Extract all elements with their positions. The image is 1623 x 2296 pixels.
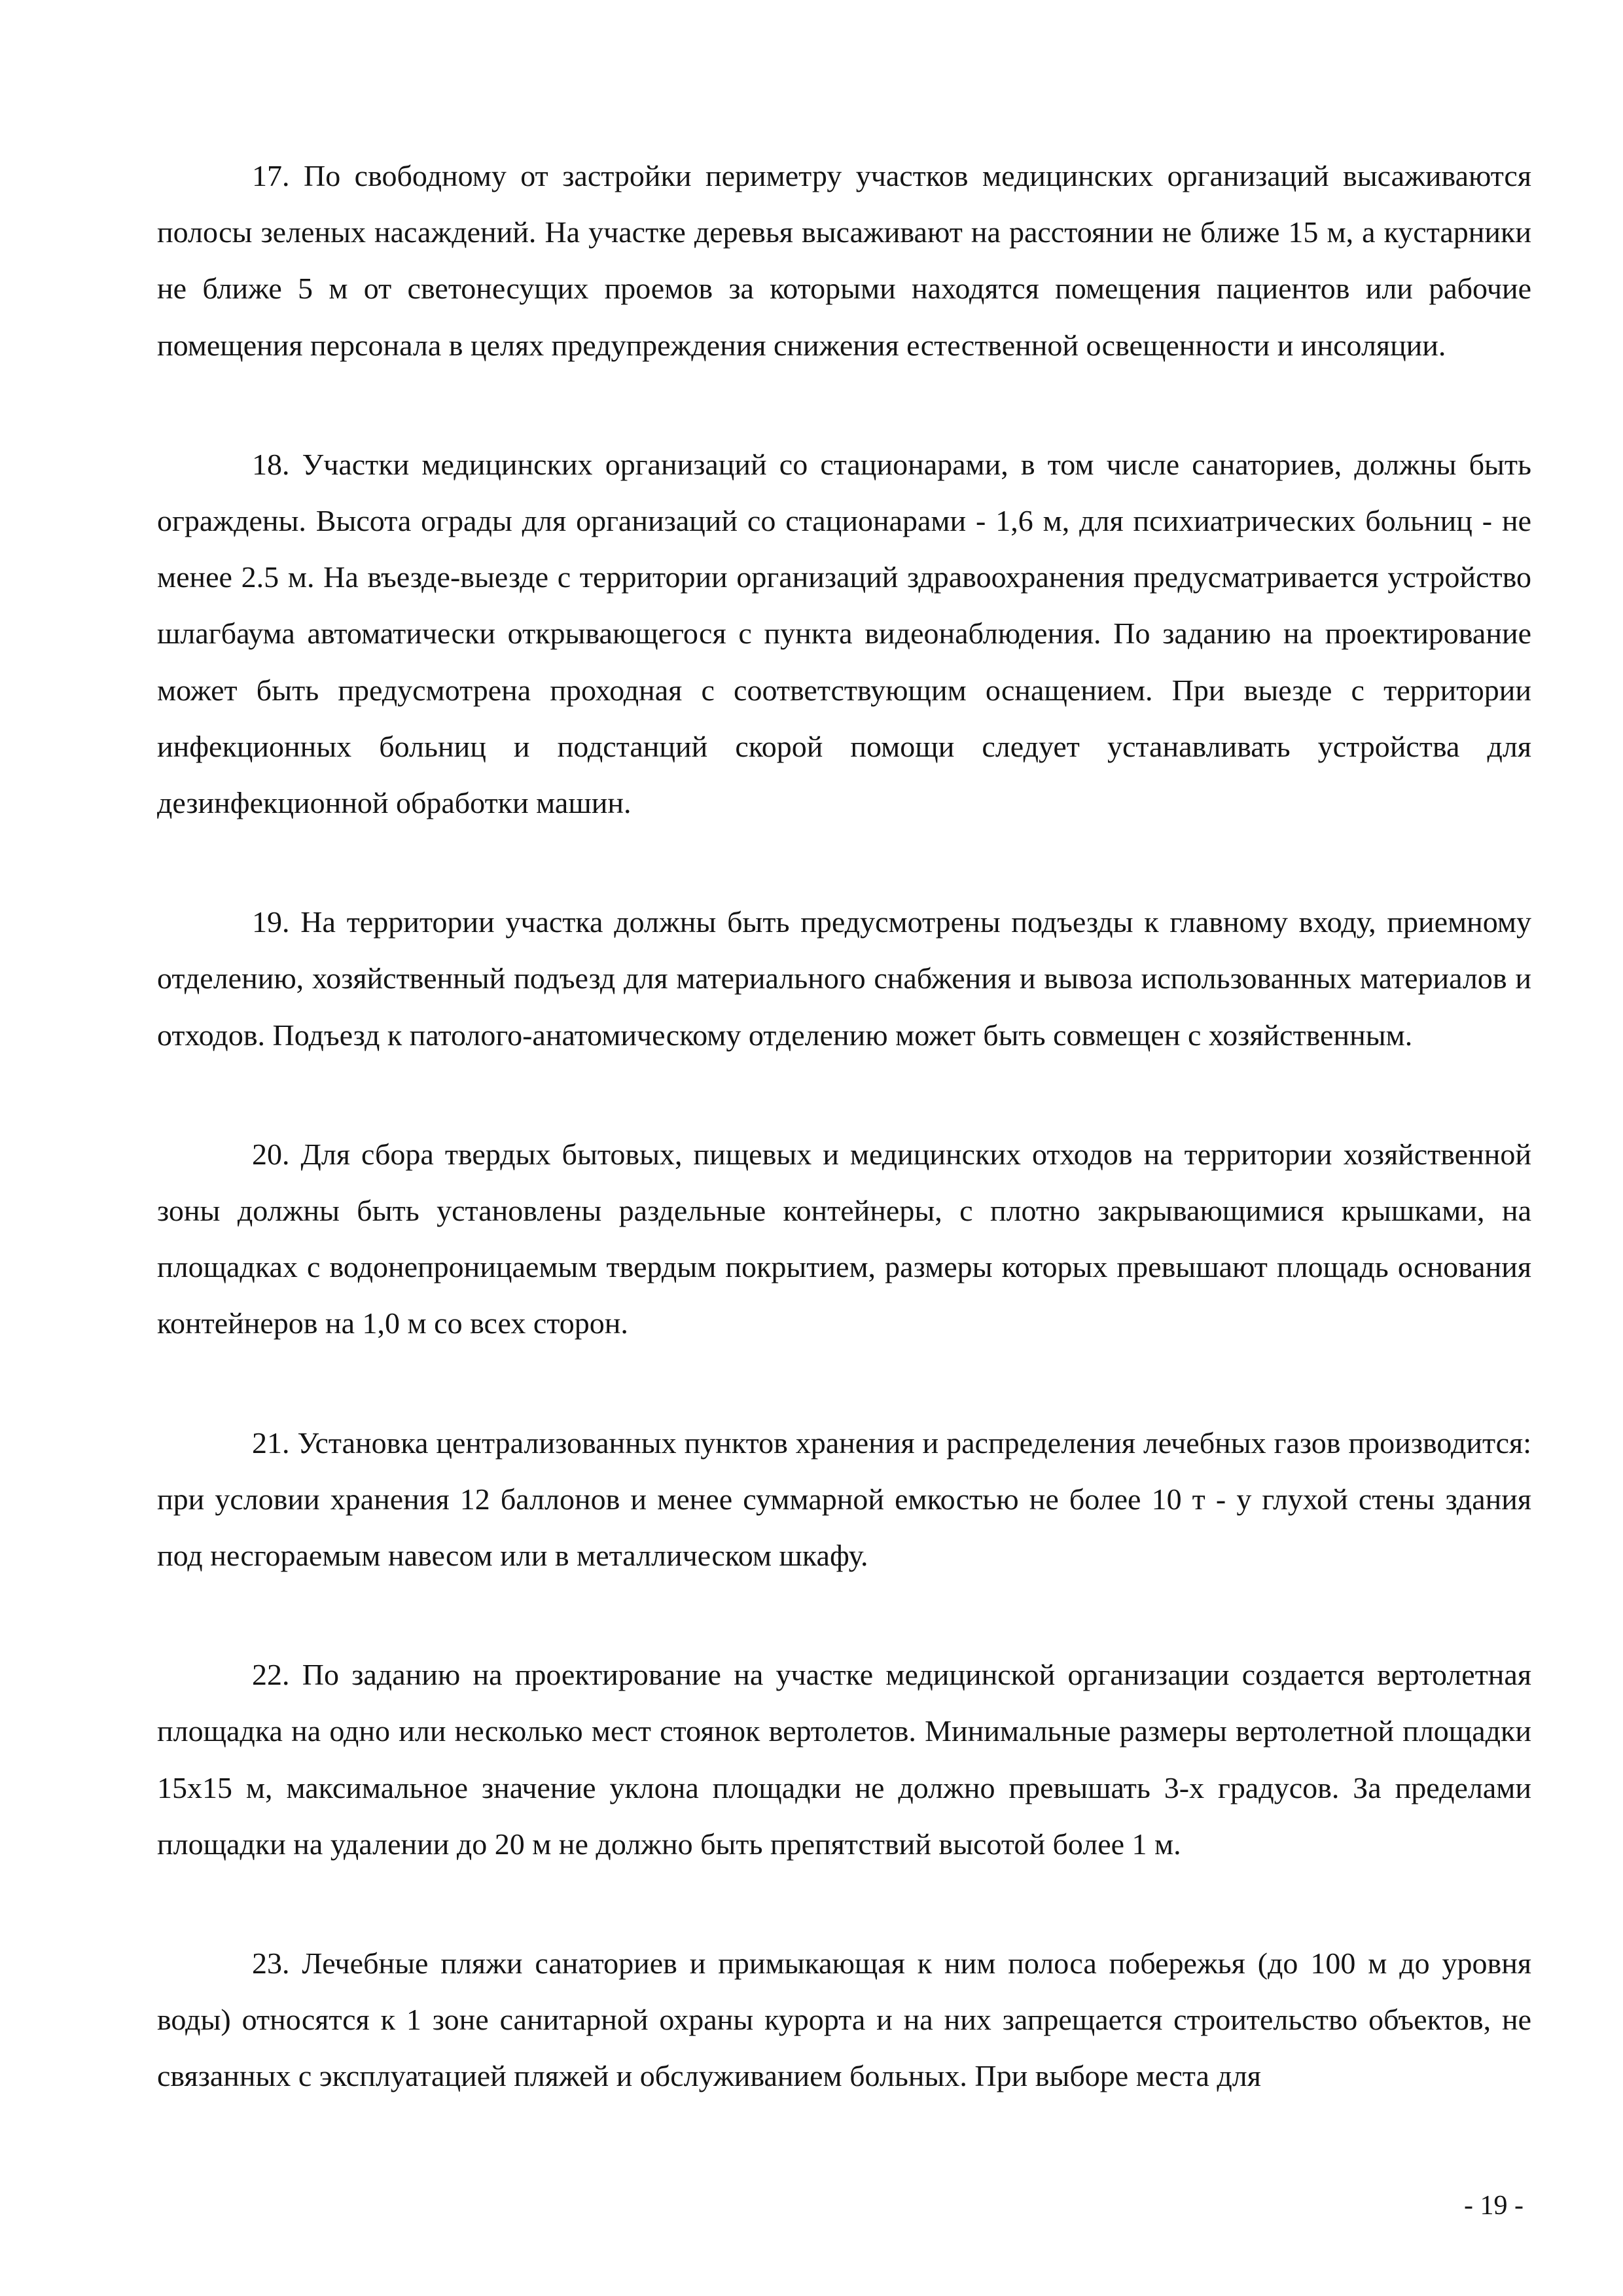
paragraph-17: 17. По свободному от застройки периметру участков медицинских организаций высаживаются полосы зеленых насаждений. На участке деревья высаживают на расстоянии не ближе 15 м, а кустарники не ближе 5 м от светонесущих проемов за которыми находятся помещения пациентов или рабочие помещения персонала в целях предупреждения снижения естественной освещенности и инсоляции. <box>157 159 1531 362</box>
paragraph-22: 22. По заданию на проектирование на участке медицинской организации создается вертолетная площадка на одно или несколько мест стоянок вертолетов. Минимальные размеры вертолетной площадки 15x15 м, максимальное значение уклона площадки не должно превышать 3-х градусов. За пределами площадки на удалении до 20 м не должно быть препятствий высотой более 1 м. <box>157 1658 1531 1861</box>
paragraph-19: 19. На территории участка должны быть предусмотрены подъезды к главному входу, приемному отделению, хозяйственный подъезд для материального снабжения и вывоза использованных материалов и отходов. Подъезд к патолого-анатомическому отделению может быть совмещен с хозяйственным. <box>157 905 1531 1052</box>
document-body <box>157 148 1531 2168</box>
paragraph-20: 20. Для сбора твердых бытовых, пищевых и медицинских отходов на территории хозяйственной зоны должны быть установлены раздельные контейнеры, с плотно закрывающимися крышками, на площадках с водонепроницаемым твердым покрытием, размеры которых превышают площадь основания контейнеров на 1,0 м со всех сторон. <box>157 1137 1531 1340</box>
paragraph-18: 18. Участки медицинских организаций со стационарами, в том числе санаториев, должны быть ограждены. Высота ограды для организаций со стационарами - 1,6 м, для психиатрических больниц - не менее 2.5 м. На въезде-выезде с территории организаций здравоохранения предусматривается устройство шлагбаума автоматически открывающегося с пункта видеонаблюдения. По заданию на проектирование может быть предусмотрена проходная с соответствующим оснащением. При выезде с территории инфекционных больниц и подстанций скорой помощи следует устанавливать устройства для дезинфекционной обработки машин. <box>157 447 1531 820</box>
page-number: - 19 - <box>1464 2191 1524 2221</box>
paragraph-23: 23. Лечебные пляжи санаториев и примыкающая к ним полоса побережья (до 100 м до уровня воды) относятся к 1 зоне санитарной охраны курорта и на них запрещается строительство объектов, не связанных с эксплуатацией пляжей и обслуживанием больных. При выборе места для <box>157 1946 1531 2093</box>
paragraph-21: 21. Установка централизованных пунктов хранения и распределения лечебных газов производится: при условии хранения 12 баллонов и менее суммарной емкостью не более 10 т - у глухой стены здания под несгораемым навесом или в металлическом шкафу. <box>157 1426 1531 1573</box>
